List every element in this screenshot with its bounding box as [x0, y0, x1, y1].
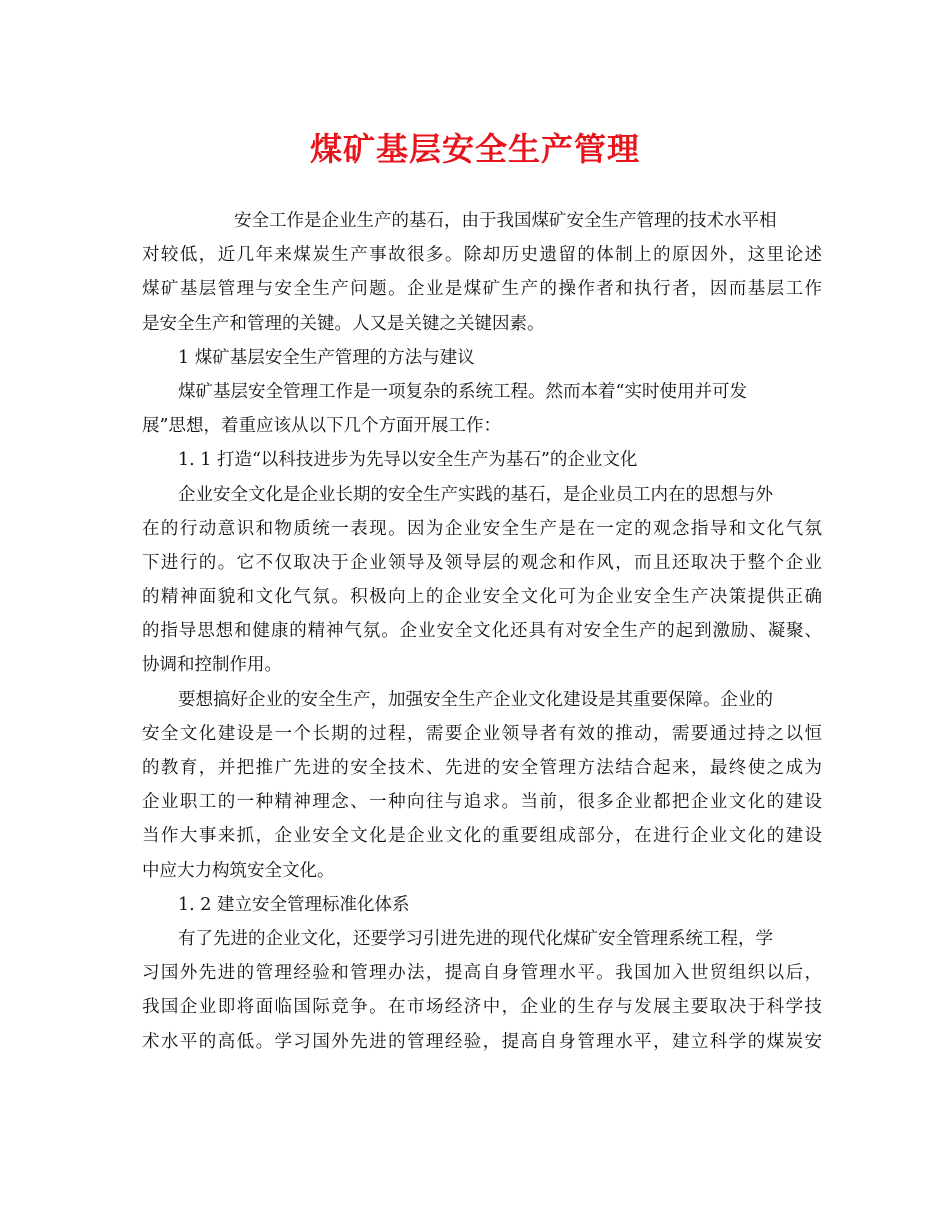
paragraph-line: 对较低，近几年来煤炭生产事故很多。除却历史遗留的体制上的原因外，这里论述: [142, 245, 822, 266]
paragraph-line: 的指导思想和健康的精神气氛。企业安全文化还具有对安全生产的起到激励、凝聚、: [142, 621, 822, 642]
paragraph-line: 企业安全文化是企业长期的安全生产实践的基石，是企业员工内在的思想与外: [178, 484, 773, 505]
paragraph-line: 安全文化建设是一个长期的过程，需要企业领导者有效的推动，需要通过持之以恒: [142, 723, 822, 744]
paragraph-line: 我国企业即将面临国际竞争。在市场经济中，企业的生存与发展主要取决于科学技: [142, 997, 822, 1018]
paragraph-line: 有了先进的企业文化，还要学习引进先进的现代化煤矿安全管理系统工程，学: [178, 928, 773, 949]
section-heading: 1 煤矿基层安全生产管理的方法与建议: [178, 347, 475, 368]
subsection-heading: 1. 1 打造“以科技进步为先导以安全生产为基石”的企业文化: [178, 450, 638, 471]
paragraph-line: 是安全生产和管理的关键。人又是关键之关键因素。: [142, 313, 545, 334]
paragraph-line: 展”思想，着重应该从以下几个方面开展工作：: [142, 416, 501, 437]
document-title: 煤矿基层安全生产管理: [309, 130, 640, 168]
paragraph-line: 的教育，并把推广先进的安全技术、先进的安全管理方法结合起来，最终使之成为: [142, 758, 822, 778]
paragraph-line: 企业职工的一种精神理念、一种向往与追求。当前，很多企业都把企业文化的建设: [142, 792, 822, 813]
paragraph-line: 煤矿基层管理与安全生产问题。企业是煤矿生产的操作者和执行者，因而基层工作: [142, 279, 822, 300]
paragraph-line: 要想搞好企业的安全生产，加强安全生产企业文化建设是其重要保障。企业的: [178, 689, 773, 710]
paragraph-line: 下进行的。它不仅取决于企业领导及领导层的观念和作风，而且还取决于整个企业: [142, 552, 822, 573]
paragraph-line: 协调和控制作用。: [142, 655, 282, 676]
paragraph-line: 中应大力构筑安全文化。: [142, 860, 335, 881]
paragraph-line: 安全工作是企业生产的基石，由于我国煤矿安全生产管理的技术水平相: [234, 211, 777, 231]
paragraph-line: 习国外先进的管理经验和管理办法，提高自身管理水平。我国加入世贸组织以后，: [142, 963, 822, 984]
paragraph-line: 的精神面貌和文化气氛。积极向上的企业安全文化可为企业安全生产决策提供正确: [142, 587, 822, 608]
document-body: [142, 204, 822, 1059]
paragraph-line: 术水平的高低。学习国外先进的管理经验，提高自身管理水平，建立科学的煤炭安: [142, 1031, 822, 1052]
paragraph-line: 煤矿基层安全管理工作是一项复杂的系统工程。然而本着“实时使用并可发: [178, 381, 747, 402]
paragraph-line: 在的行动意识和物质统一表现。因为企业安全生产是在一定的观念指导和文化气氛: [142, 518, 822, 539]
paragraph-line: 当作大事来抓，企业安全文化是企业文化的重要组成部分，在进行企业文化的建设: [142, 826, 822, 847]
subsection-heading: 1. 2 建立安全管理标准化体系: [178, 894, 410, 915]
